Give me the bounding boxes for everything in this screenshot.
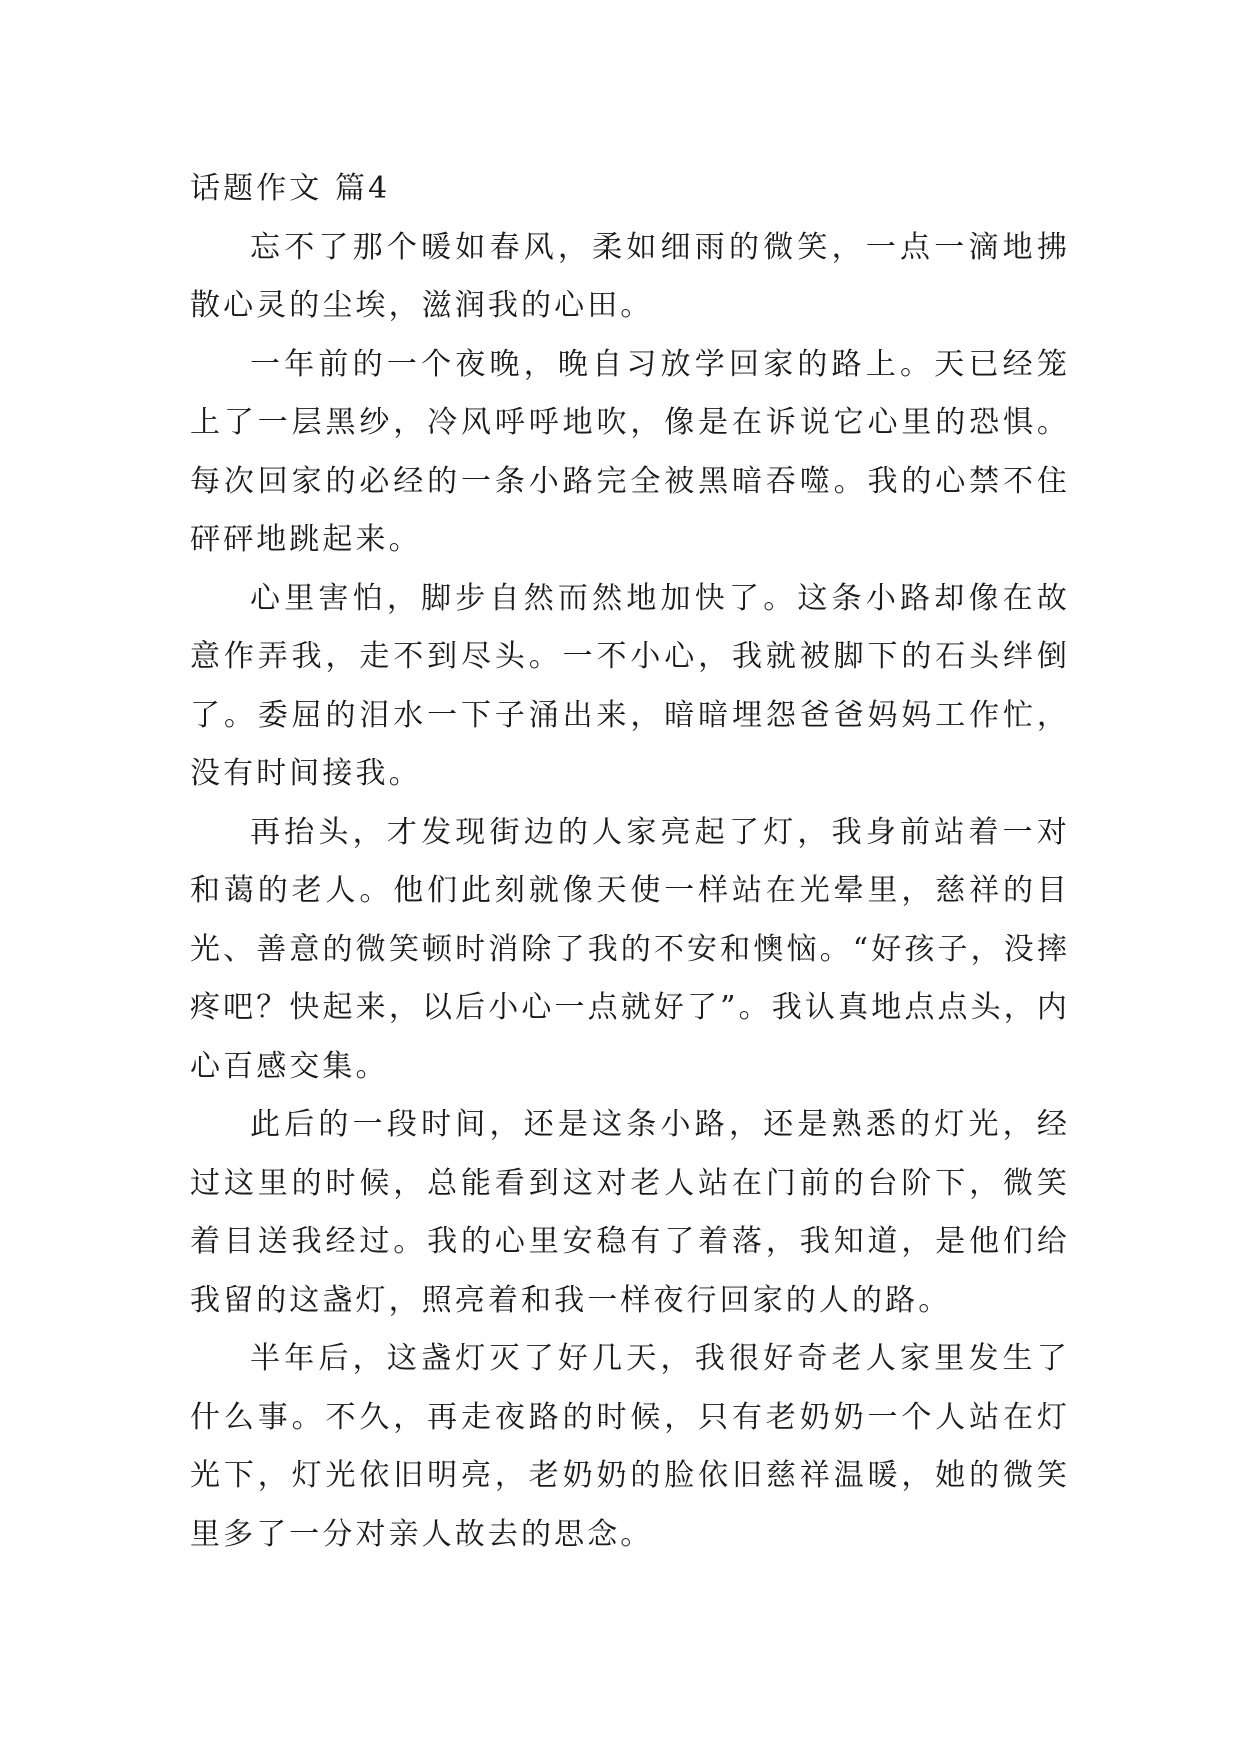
- document-title: 话题作文 篇4: [190, 171, 391, 206]
- paragraph-1: 忘不了那个暖如春风，柔如细雨的微笑，一点一滴地拂散心灵的尘埃，滋润我的心田。: [190, 229, 1070, 323]
- paragraph-5: 此后的一段时间，还是这条小路，还是熟悉的灯光，经过这里的时候，总能看到这对老人站在门前的台阶下，微笑着目送我经过。我的心里安稳有了着落，我知道，是他们给我留的这盏灯，照亮着和我一样夜行回家的人的路。: [190, 1107, 1070, 1318]
- paragraph-6: 半年后，这盏灯灭了好几天，我很好奇老人家里发生了什么事。不久，再走夜路的时候，只有老奶奶一个人站在灯光下，灯光依旧明亮，老奶奶的脸依旧慈祥温暖，她的微笑里多了一分对亲人故去的思念。: [190, 1341, 1070, 1552]
- document-body: [190, 160, 1070, 1564]
- paragraph-3: 心里害怕，脚步自然而然地加快了。这条小路却像在故意作弄我，走不到尽头。一不小心，我就被脚下的石头绊倒了。委屈的泪水一下子涌出来，暗暗埋怨爸爸妈妈工作忙，没有时间接我。: [190, 580, 1070, 791]
- paragraph-2: 一年前的一个夜晚，晚自习放学回家的路上。天已经笼上了一层黑纱，冷风呼呼地吹，像是在诉说它心里的恐惧。每次回家的必经的一条小路完全被黑暗吞噬。我的心禁不住砰砰地跳起来。: [190, 346, 1070, 557]
- paragraph-4: 再抬头，才发现街边的人家亮起了灯，我身前站着一对和蔼的老人。他们此刻就像天使一样站在光晕里，慈祥的目光、善意的微笑顿时消除了我的不安和懊恼。“好孩子，没摔疼吧？快起来，以后小心一点就好了”。我认真地点点头，内心百感交集。: [190, 814, 1070, 1084]
